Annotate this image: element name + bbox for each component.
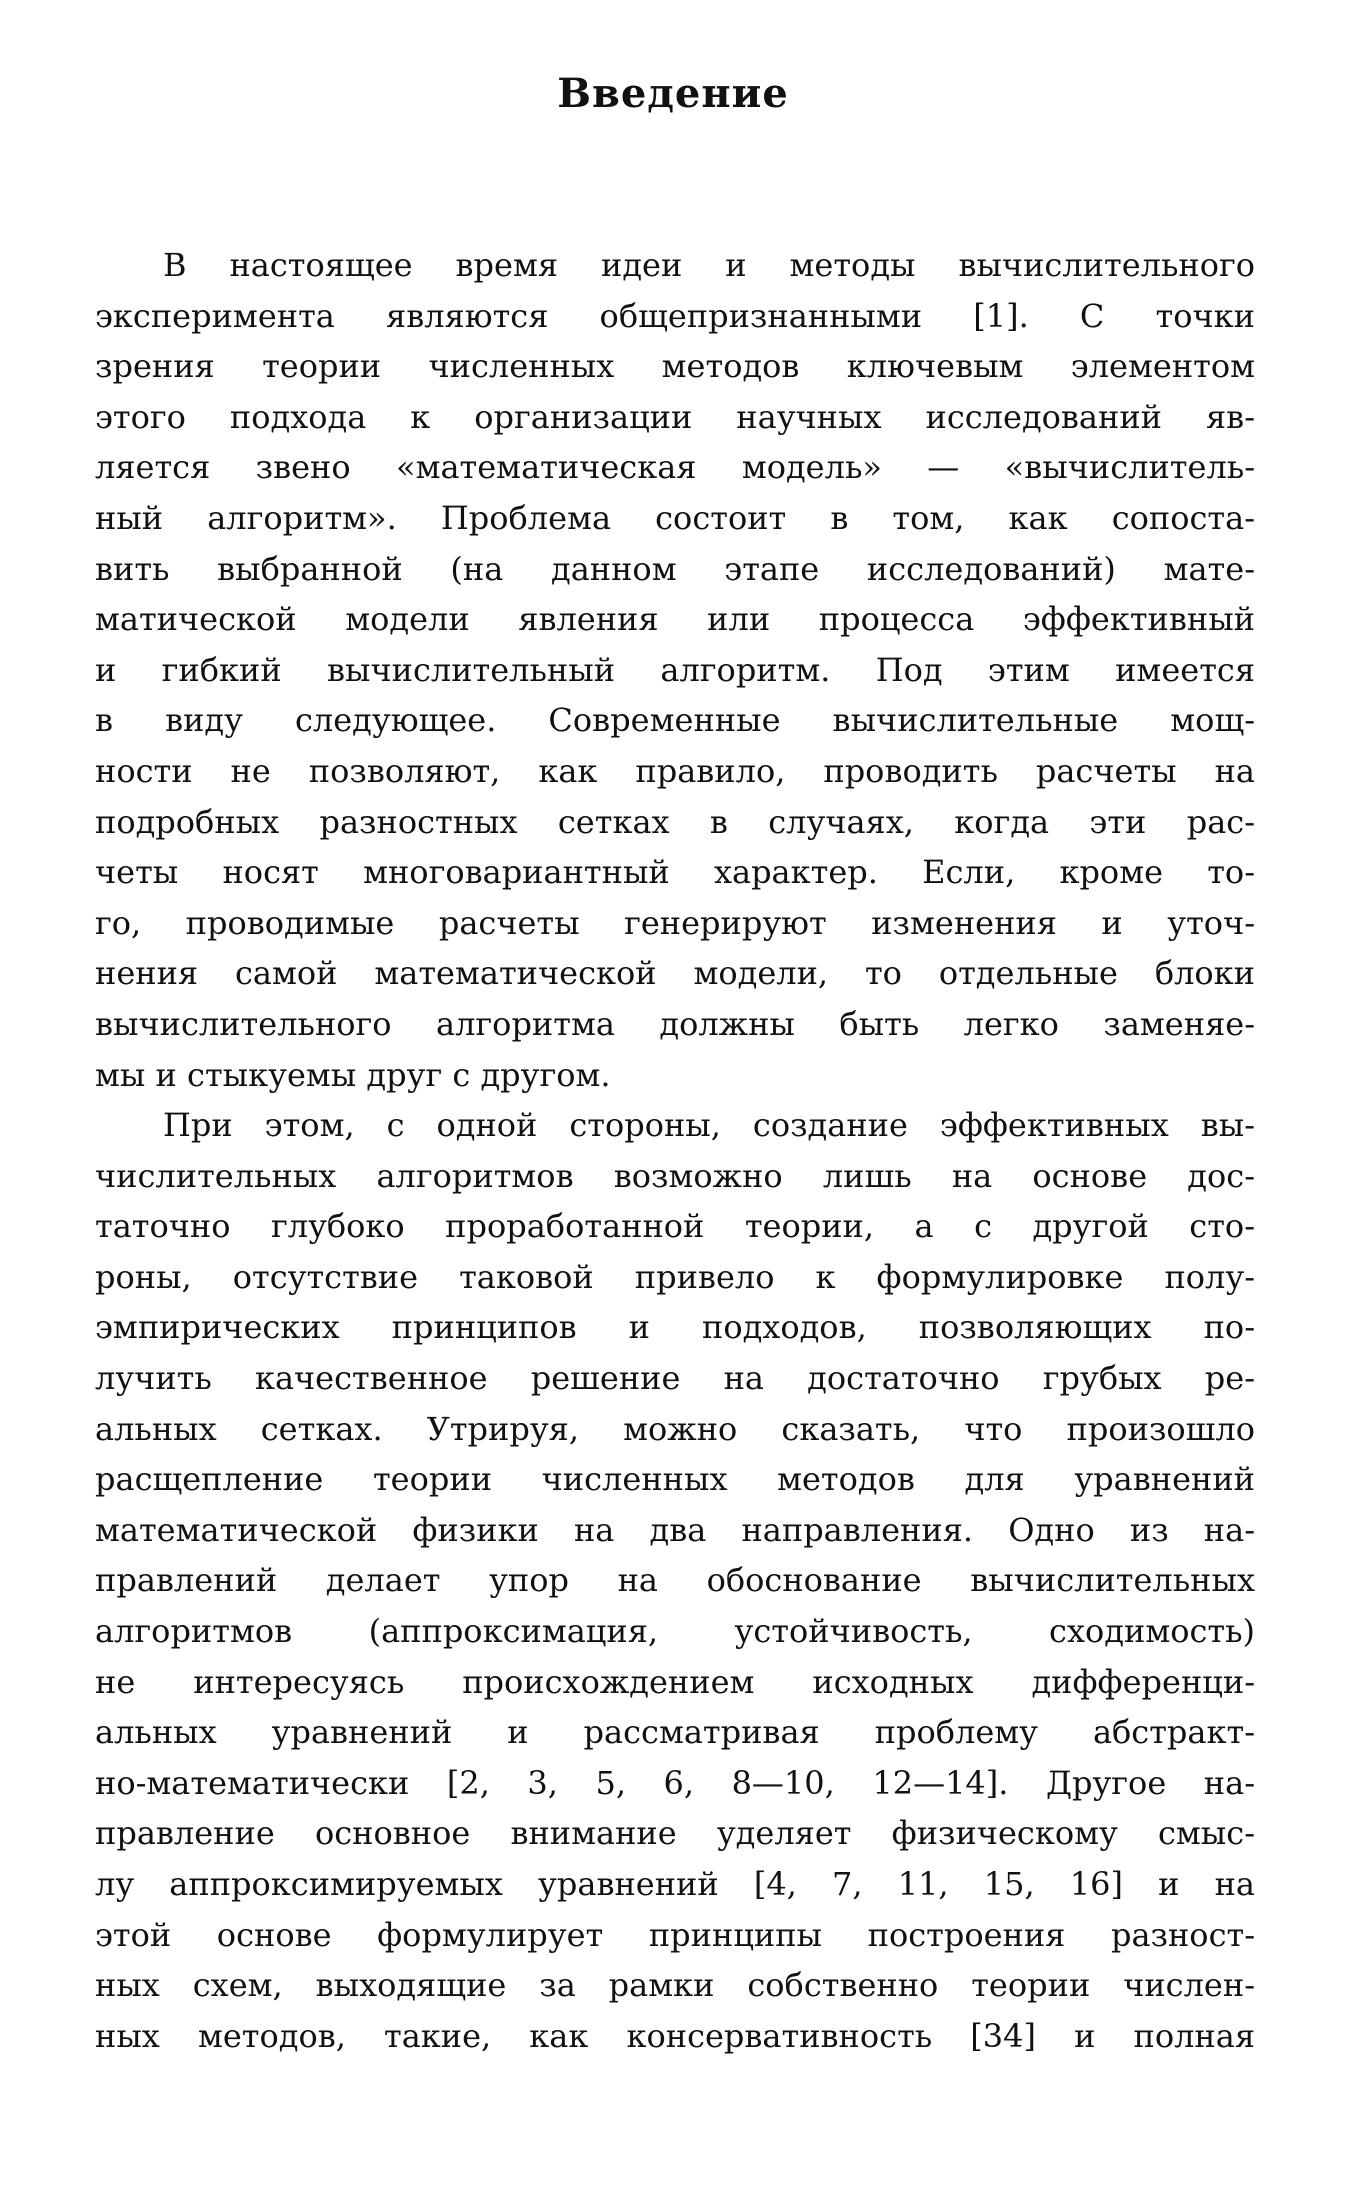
text-line: в виду следующее. Современные вычислительные мощ- (95, 701, 1255, 740)
text-line: но-математически [2, 3, 5, 6, 8—10, 12—14]. Другое на- (95, 1763, 1255, 1802)
text-line: ности не позволяют, как правило, проводить расчеты на (95, 751, 1255, 790)
text-line: эксперимента являются общепризнанными [1]. С точки (95, 296, 1255, 335)
body-text (95, 240, 1255, 2061)
text-line: ных методов, такие, как консервативность [34] и полная (95, 2016, 1255, 2055)
text-line: не интересуясь происхождением исходных дифференци- (95, 1662, 1255, 1701)
text-line: подробных разностных сетках в случаях, когда эти рас- (95, 802, 1255, 841)
text-line: числительных алгоритмов возможно лишь на основе дос- (95, 1156, 1255, 1195)
text-line: вить выбранной (на данном этапе исследований) мате- (95, 549, 1255, 588)
text-line: роны, отсутствие таковой привело к формулировке полу- (95, 1257, 1255, 1296)
text-line: го, проводимые расчеты генерируют изменения и уточ- (95, 903, 1255, 942)
text-line: лу аппроксимируемых уравнений [4, 7, 11, 15, 16] и на (95, 1865, 1255, 1903)
text-line: мы и стыкуемы друг с другом. (95, 1055, 611, 1094)
text-line: ный алгоритм». Проблема состоит в том, как сопоста- (95, 498, 1255, 537)
text-line: В настоящее время идеи и методы вычислительного (163, 246, 1255, 284)
text-line: ных схем, выходящие за рамки собственно теории числен- (95, 1966, 1255, 2005)
text-line: расщепление теории численных методов для уравнений (95, 1460, 1255, 1499)
text-line: правлений делает упор на обоснование вычислительных (95, 1561, 1255, 1600)
text-line: альных уравнений и рассматривая проблему абстракт- (95, 1713, 1255, 1752)
text-line: таточно глубоко проработанной теории, а с другой сто- (95, 1207, 1255, 1246)
chapter-title: Введение (557, 70, 789, 117)
text-line: четы носят многовариантный характер. Если, кроме то- (95, 853, 1255, 892)
paragraph-2 (95, 1100, 1255, 2061)
text-line: этой основе формулирует принципы построения разност- (95, 1915, 1255, 1954)
paragraph-1 (95, 240, 1255, 1100)
text-line: ляется звено «математическая модель» — «вычислитель- (95, 448, 1255, 487)
text-line: и гибкий вычислительный алгоритм. Под этим имеется (95, 650, 1255, 689)
text-line: нения самой математической модели, то отдельные блоки (95, 954, 1255, 993)
text-line: правление основное внимание уделяет физическому смыс- (95, 1814, 1255, 1853)
text-line: математической физики на два направления. Одно из на- (95, 1510, 1255, 1549)
text-line: зрения теории численных методов ключевым элементом (95, 347, 1255, 386)
text-line: эмпирических принципов и подходов, позволяющих по- (95, 1308, 1255, 1347)
text-line: вычислительного алгоритма должны быть легко заменяе- (95, 1004, 1255, 1043)
text-line: При этом, с одной стороны, создание эффективных вы- (163, 1106, 1255, 1145)
text-line: альных сетках. Утрируя, можно сказать, что произошло (95, 1409, 1255, 1448)
text-line: матической модели явления или процесса эффективный (95, 600, 1255, 639)
text-line: этого подхода к организации научных исследований яв- (95, 397, 1255, 436)
text-line: алгоритмов (аппроксимация, устойчивость, сходимость) (95, 1612, 1255, 1651)
text-line: лучить качественное решение на достаточно грубых ре- (95, 1359, 1255, 1398)
